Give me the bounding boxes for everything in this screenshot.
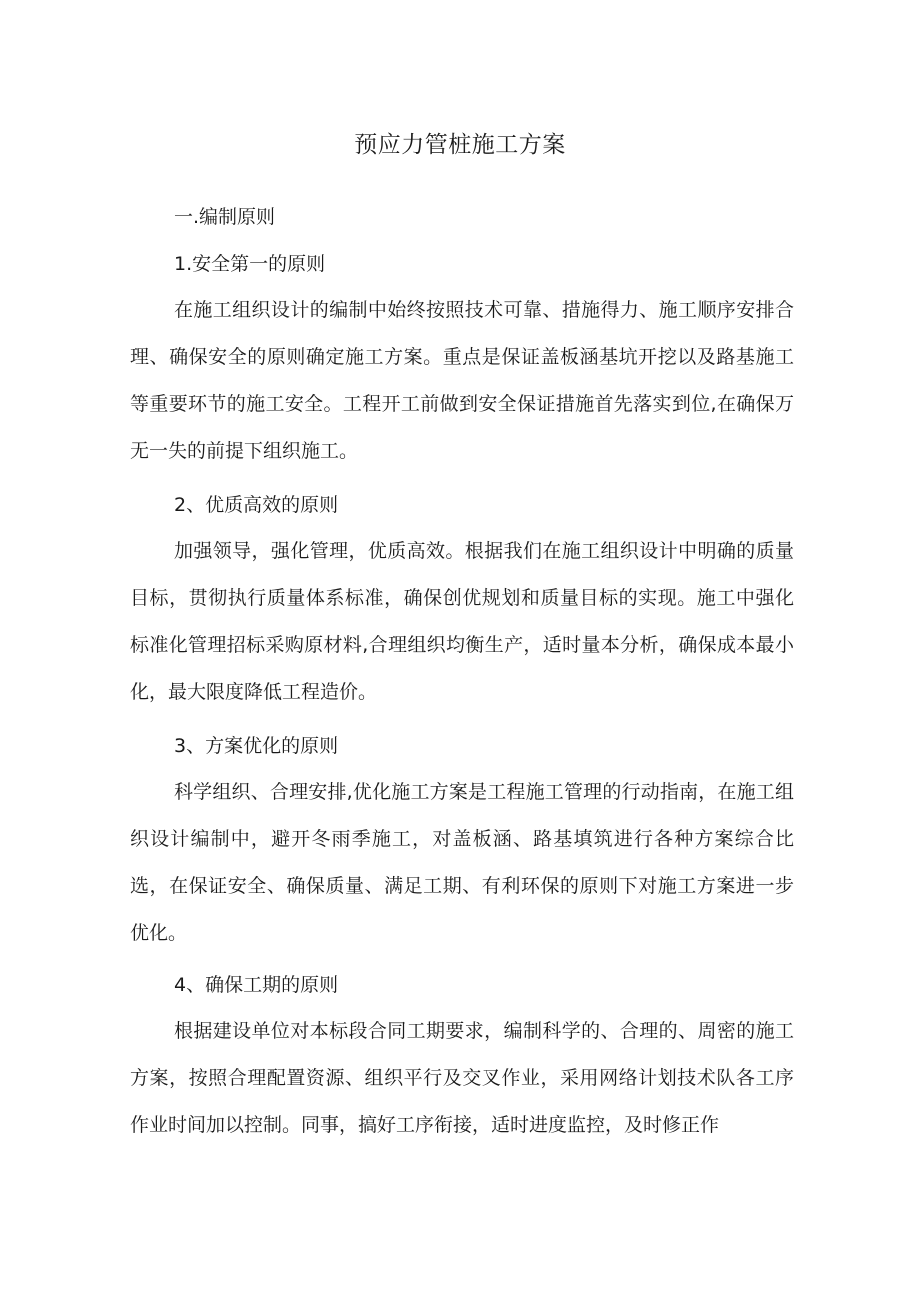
principle-heading-optimization: 3、方案优化的原则 xyxy=(174,735,339,757)
principle-body-quality: 加强领导，强化管理，优质高效。根据我们在施工组织设计中明确的质量目标，贯彻执行质量体系标准，确保创优规划和质量目标的实现。施工中强化标准化管理招标采购原材料,合理组织均衡生产，适时量本分析，确保成本最小化，最大限度降低工程造价。 xyxy=(130,540,794,703)
document-title: 预应力管桩施工方案 xyxy=(354,132,566,158)
principle-body-safety: 在施工组织设计的编制中始终按照技术可靠、措施得力、施工顺序安排合理、确保安全的原则确定施工方案。重点是保证盖板涵基坑开挖以及路基施工等重要环节的施工安全。工程开工前做到安全保证措施首先落实到位,在确保万无一失的前提下组织施工。 xyxy=(130,299,794,462)
principle-body-optimization: 科学组织、合理安排,优化施工方案是工程施工管理的行动指南，在施工组织设计编制中，避开冬雨季施工，对盖板涵、路基填筑进行各种方案综合比选，在保证安全、确保质量、满足工期、有利环保的原则下对施工方案进一步优化。 xyxy=(130,781,794,944)
principle-heading-quality: 2、优质高效的原则 xyxy=(174,494,339,516)
principle-body-schedule: 根据建设单位对本标段合同工期要求，编制科学的、合理的、周密的施工方案，按照合理配置资源、组织平行及交叉作业，采用网络计划技术队各工序作业时间加以控制。同事，搞好工序衔接，适时进度监控，及时修正作 xyxy=(130,1020,794,1136)
principle-heading-schedule: 4、确保工期的原则 xyxy=(174,974,339,996)
section-heading: 一.编制原则 xyxy=(174,206,276,228)
principle-heading-safety: 1.安全第一的原则 xyxy=(174,253,326,275)
